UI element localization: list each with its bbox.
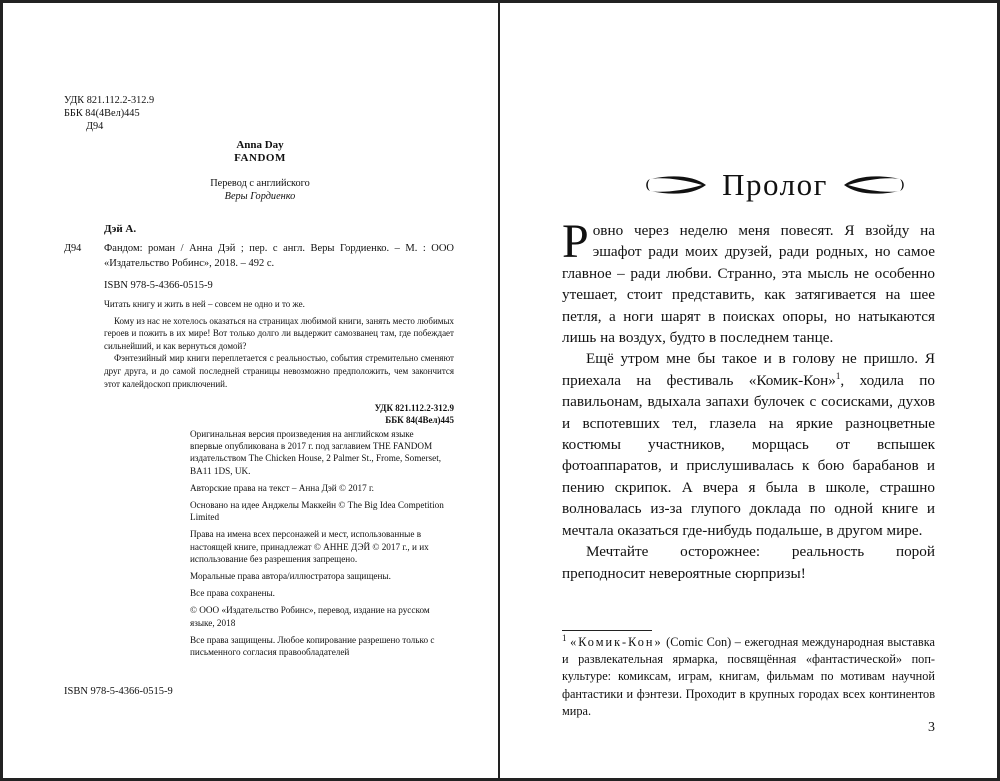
chapter-title: Пролог: [722, 167, 828, 202]
paragraph-1-text: овно через неделю меня повесят. Я взойду на эшафот ради моих друзей, ради родных, но самое главное – ради любви. Странно, эта мысль не особенно утешает, стоит представить, как затягивается на шее петля, а ноги шарят в поисках опоры, но натыкаются лишь на воздух, будто в последнем танце.: [562, 222, 935, 347]
isbn: ISBN 978-5-4366-0515-9: [104, 280, 213, 291]
annotation-paragraph: Кому из нас не хотелось оказаться на страницах любимой книги, занять место любимых героев и пожить в их мире! Вот только долго ли выдержит самозванец там, где побеждает сильнейший, и как вернуться домой?: [104, 315, 454, 351]
rights-block: [190, 428, 445, 663]
annotation-paragraph: Читать книгу и жить в ней – совсем не одно и то же.: [104, 299, 305, 309]
footnote-text: (Comic Con) – ежегодная международная выставка и развлекательная ярмарка, посвящённая «фантастической» поп-культуре: комиксам, играм, книгам, фильмам по мотивам научной фантастики и фэнтези. Проходит в крупных городах всех континентов мира.: [562, 635, 935, 718]
rights-paragraph: Оригинальная версия произведения на английском языке впервые опубликована в 2017 г. под заглавием THE FANDOM издательством The Chicken House, 2 Palmer St., Frome, Somerset, BA11 1DS, UK.: [190, 429, 442, 476]
footnote-term: «Комик-Кон»: [570, 635, 663, 649]
classification-codes: [64, 94, 154, 133]
prologue-page: [500, 0, 997, 781]
page-number: 3: [928, 720, 935, 735]
rights-paragraph: Авторские права на текст – Анна Дэй © 2017 г.: [190, 482, 374, 493]
rights-paragraph: Все права сохранены.: [190, 588, 275, 599]
author-sign: Д94: [86, 121, 104, 132]
copyright-page: [0, 0, 498, 781]
paragraph-3: Мечтайте осторожнее: реальность порой преподносит невероятные сюрпризы!: [562, 543, 935, 582]
rights-paragraph: © ООО «Издательство Робинс», перевод, издание на русском языке, 2018: [190, 605, 430, 628]
udk-code: УДК 821.112.2-312.9: [64, 95, 155, 106]
rights-paragraph: Основано на идее Анджелы Маккейн © The Big Idea Competition Limited: [190, 500, 444, 523]
rights-paragraph: Права на имена всех персонажей и мест, использованные в настоящей книге, принадлежат © АННЕ ДЭЙ © 2017 г., и их использование без разрешения запрещено.: [190, 529, 429, 564]
paragraph-2-text-a: Ещё утром мне бы такое и в голову не пришло. Я приехала на фестиваль «Комик-Кон»: [562, 350, 935, 389]
bbk-code: ББК 84(4Вел)445: [64, 108, 140, 119]
drop-cap: Р: [562, 215, 589, 268]
footnote-number: 1: [562, 632, 567, 643]
title-block: [100, 139, 420, 203]
isbn-bottom: ISBN 978-5-4366-0515-9: [64, 686, 173, 697]
annotation: [104, 298, 454, 390]
rights-paragraph: Все права защищены. Любое копирование разрешено только с письменного согласия правообладателей: [190, 634, 435, 658]
annotation-paragraph: Фэнтезийный мир книги переплетается с реальностью, события стремительно сменяют друг друга, и до самой последней страницы невозможно предположить, чем закончится этот калейдоскоп приключений.: [104, 353, 454, 389]
ornament-left-icon: [642, 173, 708, 197]
catalog-description: Фандом: роман / Анна Дэй ; пер. с англ. Веры Гордиенко. – М. : ООО «Издательство Робинс», 2018. – 492 с.: [104, 243, 454, 269]
catalog-author: Дэй А.: [104, 223, 137, 235]
original-title: FANDOM: [234, 152, 286, 164]
paragraph-2: [562, 348, 935, 541]
footnote: [562, 634, 935, 720]
translation-credit: Перевод с английского: [210, 178, 310, 189]
chapter-heading: [615, 162, 935, 208]
translator-name: Веры Гордиенко: [224, 191, 296, 202]
prologue-text: [562, 215, 936, 584]
catalog-code: Д94: [64, 243, 82, 254]
ornament-right-icon: [842, 173, 908, 197]
paragraph-1: [562, 215, 935, 348]
footnote-reference[interactable]: 1: [835, 370, 841, 381]
rights-paragraph: Моральные права автора/иллюстратора защищены.: [190, 571, 391, 582]
codes-right: [104, 402, 454, 426]
catalog-entry: [64, 223, 454, 426]
udk-code-right: УДК 821.112.2-312.9: [374, 403, 454, 414]
footnote-rule: [562, 630, 652, 631]
paragraph-2-text-b: , ходила по павильонам, вдыхала запахи булочек с сосисками, духов и вспотевших тел, глазела на яркие разноцветные костюмы участников, морщась от вспышек фотоаппаратов, и прислушивалась к бою барабанов и пению скрипок. А вчера я была в школе, страшно волновалась из-за глупого доклада по одной книге и мечтала оказаться где-нибудь подальше, в другом мире.: [562, 371, 936, 539]
original-author: Anna Day: [236, 139, 284, 151]
bbk-code-right: ББК 84(4Вел)445: [385, 415, 454, 426]
